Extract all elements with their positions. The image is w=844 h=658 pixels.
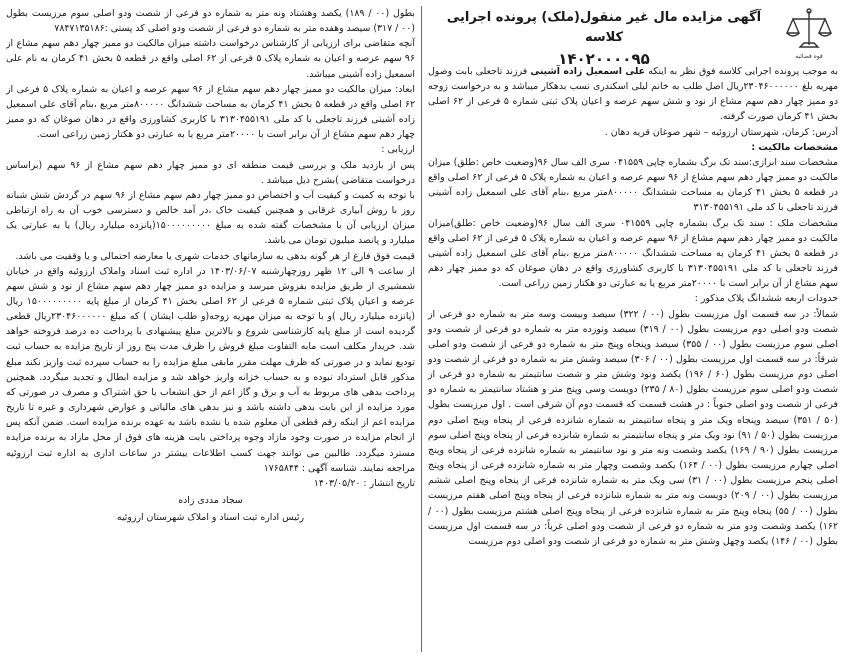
valuation-heading: ارزیابی : [381, 144, 415, 156]
bounds-paragraph: شمالاً: در سه قسمت اول مرزیست بطول (۰۰ / ۳۲۲) سیصد وبیست وسه متر به شماره دو فرعی از شصت ودو اصلی دوم مرزیست بطول (۰۰ / ۳۱۹) سیصد ونوزده متر به شماره دو فرعی از شصت ودو اصلی سوم مرزیست بطول (۰۰ / ۳۵۵) سیصد وپنجاه وپنج متر به شماره دو فرعی از شصت ودو اصلی شرقاً: در سه قسمت اول مرزیست بطول (۰۰ / ۳۰۶) سیصد وشش متر به شماره دو فرعی از شصت ودو اصلی دوم مرزیست بطول (۶۰ / ۱۹۶) یکصد ونود وشش متر و شصت سانتیمتر به شماره دو فرعی از شصت ودو اصلی سوم مرزیست بطول (۸۰ / ۲۳۵) دویست وسی وپنج متر و هشتاد سانتیمتر به شماره دو فرعی از شصت ودو اصلی جنوباً : در هشت قسمت که قسمت دوم آن شرقی است . اول مرزیست بطول (۵۰ / ۳۵۱) سیصد وپنجاه ویک متر و پنجاه سانتیمتر به شماره شانزده فرعی از پنجاه وپنج اصلی دوم مرزیست بطول (۵۰ / ۹۱) نود ویک متر و پنجاه سانتیمتر به شماره شانزده فرعی از پنجاه وپنج اصلی سوم مرزیست بطول (۹۰ / ۱۶۹) یکصد وشصت ونه متر و نود سانتیمتر به شماره شانزده فرعی از پنجاه وپنج اصلی چهارم مرزیست بطول (۰۰ / ۱۶۴) یکصد وشصت وچهار متر به شماره شانزده فرعی از پنجاه وپنج اصلی پنجم مرزیست بطول (۰۰ / ۳۱) سی ویک متر به شماره شانزده فرعی از پنجاه وپنج اصلی ششم مرزیست بطول (۰۰ / ۲۰۹) دویست ونه متر به شماره شانزده فرعی از پنجاه وپنج اصلی هفتم مرزیست بطول (۰۰ / ۵۵) پنجاه وپنج متر به شماره شانزده فرعی از پنجاه وپنج اصلی هشتم مرزیست بطول (۰۰ / ۱۶۲) یکصد وشصت ودو متر به شماره دو فرعی از شصت ودو اصلی غرباً: در سه قسمت اول مرزیست بطول (۰۰ / ۱۴۶) یکصد وچهل وشش متر به شماره دو فرعی از شصت ودو اصلی دوم مرزیست [428, 308, 838, 547]
valuation-paragraph: پس از بازدید ملک و بررسی قیمت منطقه ای دو ممیز چهار دهم سهم مشاع از ۹۶ سهم (براساس درخواست متقاضی )بشرح ذیل میباشد . [6, 159, 416, 186]
ownership-heading: مشخصات مالکیت : [751, 141, 838, 153]
bounds-heading: حدودات اربعه ششدانگ پلاک مذکور : [694, 293, 838, 305]
bounds-continued: بطول (۰۰ / ۱۸۹) یکصد وهشتاد ونه متر به شماره دو فرعی از شصت ودو اصلی سوم مرزیست بطول (۰۰ / ۳۱۷) سیصد وهفده متر به شماره دو فرعی از شصت ودو اصلی کد پستی :۷۸۴۷۱۳۵۱۸۶ [6, 8, 415, 35]
left-column [6, 6, 422, 652]
notice-title: آگهی مزایده مال غیر منقول(ملک) پرونده اجرایی کلاسه [446, 10, 762, 45]
signer-name: سجاد مددی زاده [178, 495, 243, 506]
case-number: ۱۴۰۲۰۰۰۰۹۵ [558, 50, 650, 68]
property-specs: مشخصات ملک : سند تک برگ بشماره چاپی ۰۴۱۵۵۹ سری الف سال ۹۶(وضعیت خاص :طلق)میزان مالکیت دو ممیز چهار دهم سهم مشاع از ۹۶ سهم عرصه و اعیان به شماره پلاک ۵ فرعی از ۶۲ اصلی واقع در قطعه ۵ بخش ۴۱ کرمان به مساحت ششدانگ ۸۰۰۰۰۰متر مربع ،بنام آقای علی اسمعیل زاده آشینی فرزند تاجعلی با کد ملی ۳۱۳۰۴۵۵۱۹۱ با کاربری کشاورزی واقع در دهان صوغان که دو ممیز چهار دهم سهم مشاع از آن برابر است با ۲۰۰۰۰متر مربع یا به عبارتی دو هکتار زمین زراعی است. [428, 217, 838, 290]
opinion-paragraph: ابعاد: میزان مالکیت دو ممیز چهار دهم سهم مشاع از ۹۶ سهم عرصه و اعیان به شماره پلاک ۵ فرعی از ۶۲ اصلی واقع در قطعه ۵ بخش ۴۱ کرمان به مساحت ششدانگ ۸۰۰۰۰۰متر مربع ،بنام آقای علی اسمعیل زاده آشینی فرزند تاجعلی با کد ملی ۳۱۳۰۴۵۵۱۹۱ با کاربری کشاورزی واقع در دهان صوغان که دو ممیز چهار دهم سهم مشاع از آن برابر است با ۲۰۰۰۰متر مربع یا به عبارتی دو هکتار زمین زراعی است. [6, 83, 416, 141]
auction-terms: از ساعت ۹ الی ۱۲ ظهر روزچهارشنبه ۱۴۰۳/۰۶/۰۷ در اداره ثبت اسناد واملاک ارزوئیه واقع در خیابان شمشیری از طریق مزایده بفروش میرسد و مزایده دو ممیز چهار دهم سهم مشاع از نود و شش سهم عرصه و اعیان پلاک ثبتی شماره ۵ فرعی از ۶۲ اصلی بخش ۴۱ کرمان از مبلغ پایه ۱۵۰۰۰۰۰۰۰۰۰ ریال (پانزده میلیارد ریال )و با توجه به میزان مهریه زوجه(و طلب ایشان ) که مبلغ ۲۳۰۴۶۰۰۰۰۰۰ریال قطعی گردیده است از مبلغ پایه کارشناسی شروع و بالاترین مبلغ پیشنهادی با پرداخت ده درصد فروخته خواهد شد. خریدار مکلف است مابه التفاوت مبلغ فروش را ظرف مدت پنج روز از تاریخ مزایده به حساب ثبت تودیع نماید و در صورتی که ظرف مهلت مقرر مابقی مبلغ مزایده را به حساب سپرده ثبت واریز نکند مبلغ مذکور قابل استرداد نبوده و به حساب خزانه واریز خواهد شد و مزایده ابطال و تجدید میگردد. همچنین پرداخت بدهی های مربوط به آب و برق و گاز اعم از حق انشعاب یا حق اشتراک و مصرف در صورتی که مورد مزایده از این بابت بدهی داشته باشد و نیز بدهی های مالیاتی و عوارض شهرداری و غیره تا تاریخ مزایده اعم از اینکه رقم قطعی آن معلوم شده یا نشده باشد به عهده برنده مزایده است. ضمن آنکه پس از انجام مزایده در صورت وجود مازاد وجوه پرداختی بابت هزینه های فوق از محل مازاد به برنده مزایده مسترد میگردد. طالبین می توانند جهت کسب اطلاعات بیشتر در ساعات اداری به اداره ثبت ارزوئیه مراجعه نمایند. شناسه آگهی : ۱۷۶۵۸۴۴ [6, 265, 415, 474]
document-specs: مشخصات سند ابرازی:سند تک برگ بشماره چاپی ۰۴۱۵۵۹ سری الف سال ۹۶(وضعیت خاص :طلق) میزان مالکیت دو ممیز چهار دهم سهم مشاع از ۹۶ سهم عرصه و اعیان به شماره پلاک ۵ فرعی از ۶۲ اصلی واقع در قطعه ۵ بخش ۴۱ کرمان به مساحت ششدانگ ۸۰۰۰۰۰متر مربع ،بنام آقای علی اسمعیل زاده آشینی فرزند تاجعلی با کد ملی ۳۱۳۰۴۵۵۱۹۱ [428, 156, 838, 214]
right-column [422, 6, 838, 652]
intro-paragraph: به موجب پرونده اجرایی کلاسه فوق نظر به اینکه علی اسمعیل زاده آشینی فرزند تاجعلی بابت وصول مهریه بلغ ۲۳۰۴۶۰۰۰۰۰۰ریال اصل طلب به خانم لیلی اسکندری نسب بدهکار میباشد و به درخواست زوجه دو ممیز چهار دهم سهم مشاع از نود و شش سهم عرصه و اعیان پلاک ثبتی شماره ۵ فرعی از ۶۲ اصلی بخش ۴۱ کرمان صورت گرفته. [428, 66, 838, 123]
price-note: قیمت فوق فارغ از هر گونه بدهی به سازمانهای خدمات شهری یا معارضه احتمالی و یا وقفیت می باشد. [15, 250, 415, 262]
valuation-detail: با توجه به کمیت و کیفیت آب و اختصاص دو ممیز چهار دهم سهم مشاع از ۹۶ سهم در گردش شش شبانه روز با روش آبیاری غرقابی و همچنین کیفیت خاک ،در آمد خالص و دسترسی خوب آن به راه ارتباطی میزان ارزیابی آن با مشخصات گفته شده به مبلغ ۱۵۰۰۰۰۰۰۰۰۰(پانزده میلیارد ریال) یا به عبارتی یک میلیارد و پانصد میلیون تومان می باشد. [6, 189, 415, 247]
signer-title: رئیس اداره ثبت اسناد و املاک شهرستان ارزوئیه [116, 512, 305, 524]
svg-text:قوه قضائیه: قوه قضائیه [795, 53, 823, 60]
publish-date: تاریخ انتشار : ۱۴۰۳/۰۵/۲۰ [313, 477, 415, 489]
notice-header [428, 6, 838, 68]
request-paragraph: آنچه متقاضی برای ارزیابی از کارشناس درخواست داشته میزان مالکیت دو ممیز چهار دهم سهم مشاع از ۹۶ سهم عرصه و اعیان به شماره پلاک ۵ فرعی از ۶۲ اصلی واقع در قطعه ۵ بخش ۴۱ کرمان به نام علی اسمعیل زاده آشینی میباشد. [6, 38, 415, 80]
debtor-name: علی اسمعیل زاده آشینی [530, 66, 646, 77]
address-paragraph: آدرس: کرمان، شهرستان ارزوئیه – شهر صوغان قریه دهان . [604, 126, 838, 138]
judiciary-emblem-icon [780, 6, 838, 62]
